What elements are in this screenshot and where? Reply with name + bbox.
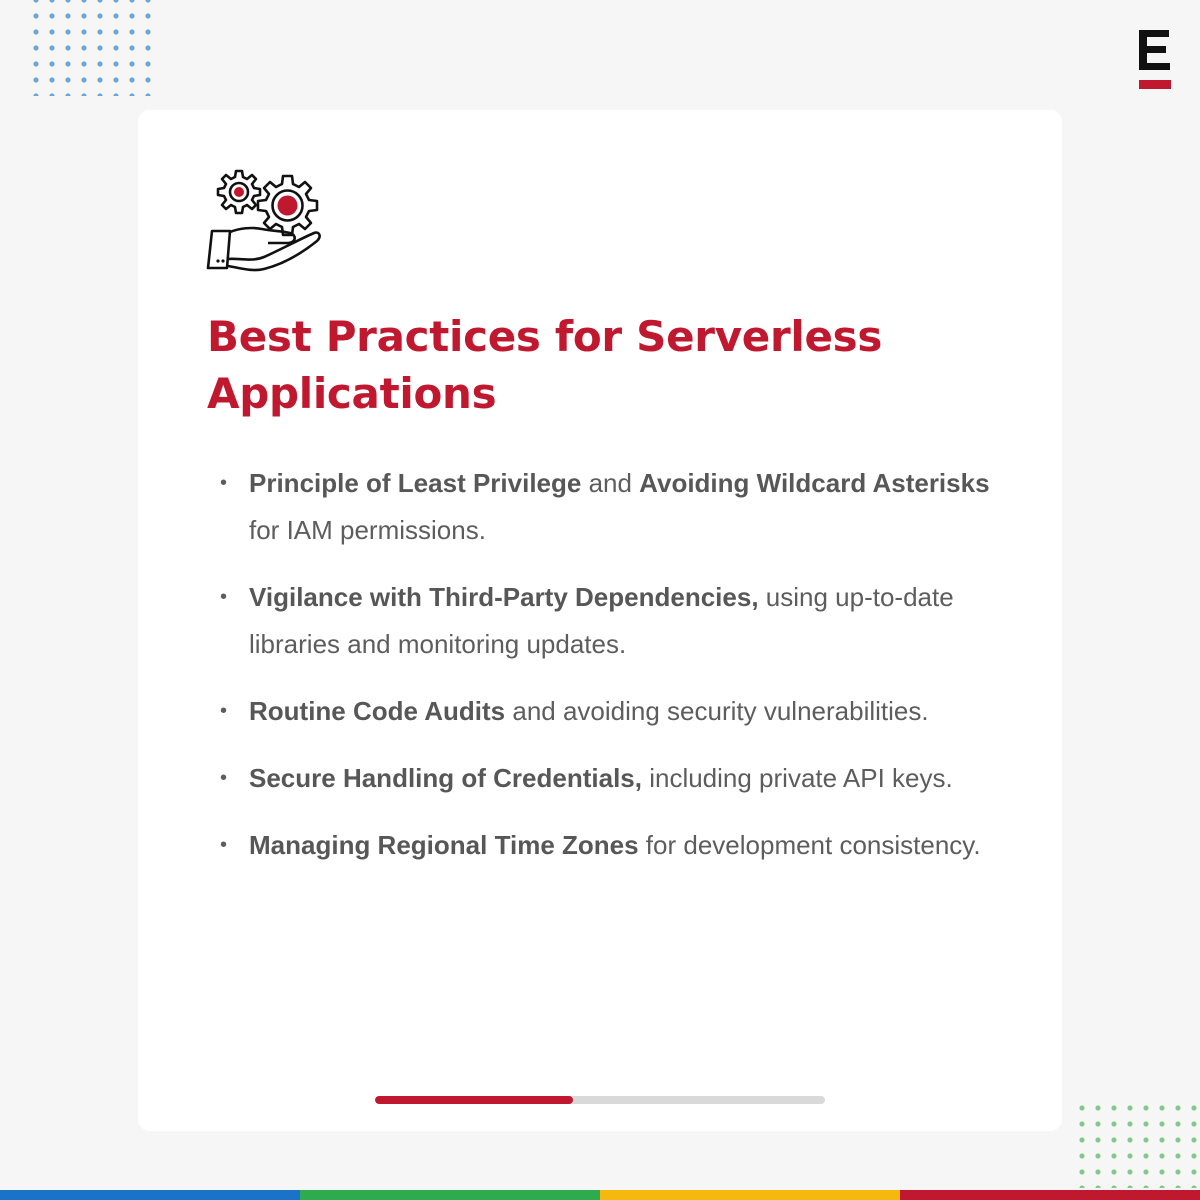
decorative-dot-pattern-top-left: [28, 0, 152, 96]
decorative-dot-pattern-bottom-right: [1074, 1100, 1200, 1188]
item-text: for development consistency.: [638, 830, 981, 860]
item-bold-text: Managing Regional Time Zones: [249, 830, 639, 860]
brand-logo: [1139, 28, 1171, 90]
item-text: including private API keys.: [641, 763, 953, 793]
bullet-icon: •: [220, 700, 228, 722]
list-item: [220, 755, 1010, 802]
item-bold-text: Vigilance with Third-Party Dependencies,: [249, 582, 759, 612]
carousel-progress-fill: [375, 1096, 573, 1104]
footer-stripe-red: [900, 1190, 1200, 1200]
bullet-icon: •: [220, 586, 228, 608]
item-bold-text: Secure Handling of Credentials,: [249, 763, 642, 793]
item-text: and avoiding security vulnerabilities.: [505, 696, 929, 726]
logo-underline: [1139, 80, 1171, 89]
hand-holding-gears-icon: [206, 168, 322, 274]
bullet-icon: •: [220, 472, 228, 494]
list-item: [220, 460, 1010, 554]
list-item: [220, 688, 1010, 735]
bullet-icon: •: [220, 767, 228, 789]
list-item: [220, 574, 1010, 668]
logo-e-icon: [1139, 30, 1171, 70]
footer-stripe-green: [300, 1190, 600, 1200]
footer-color-stripes: [0, 1190, 1200, 1200]
item-bold-text: Routine Code Audits: [249, 696, 506, 726]
item-bold-text: Avoiding Wildcard Asterisks: [639, 468, 990, 498]
list-item: [220, 822, 1010, 869]
bullet-icon: •: [220, 834, 228, 856]
item-text: and: [581, 468, 640, 498]
carousel-progress-bar: [375, 1096, 825, 1104]
item-bold-text: Principle of Least Privilege: [249, 468, 582, 498]
footer-stripe-yellow: [600, 1190, 900, 1200]
item-text: for IAM permissions.: [249, 515, 486, 545]
best-practices-list: [220, 460, 1010, 889]
slide-title: Best Practices for Serverless Applications: [207, 312, 883, 418]
footer-stripe-blue: [0, 1190, 300, 1200]
content-card: [138, 110, 1062, 1131]
item-text: using up-to-date libraries and monitoring updates.: [249, 582, 954, 659]
